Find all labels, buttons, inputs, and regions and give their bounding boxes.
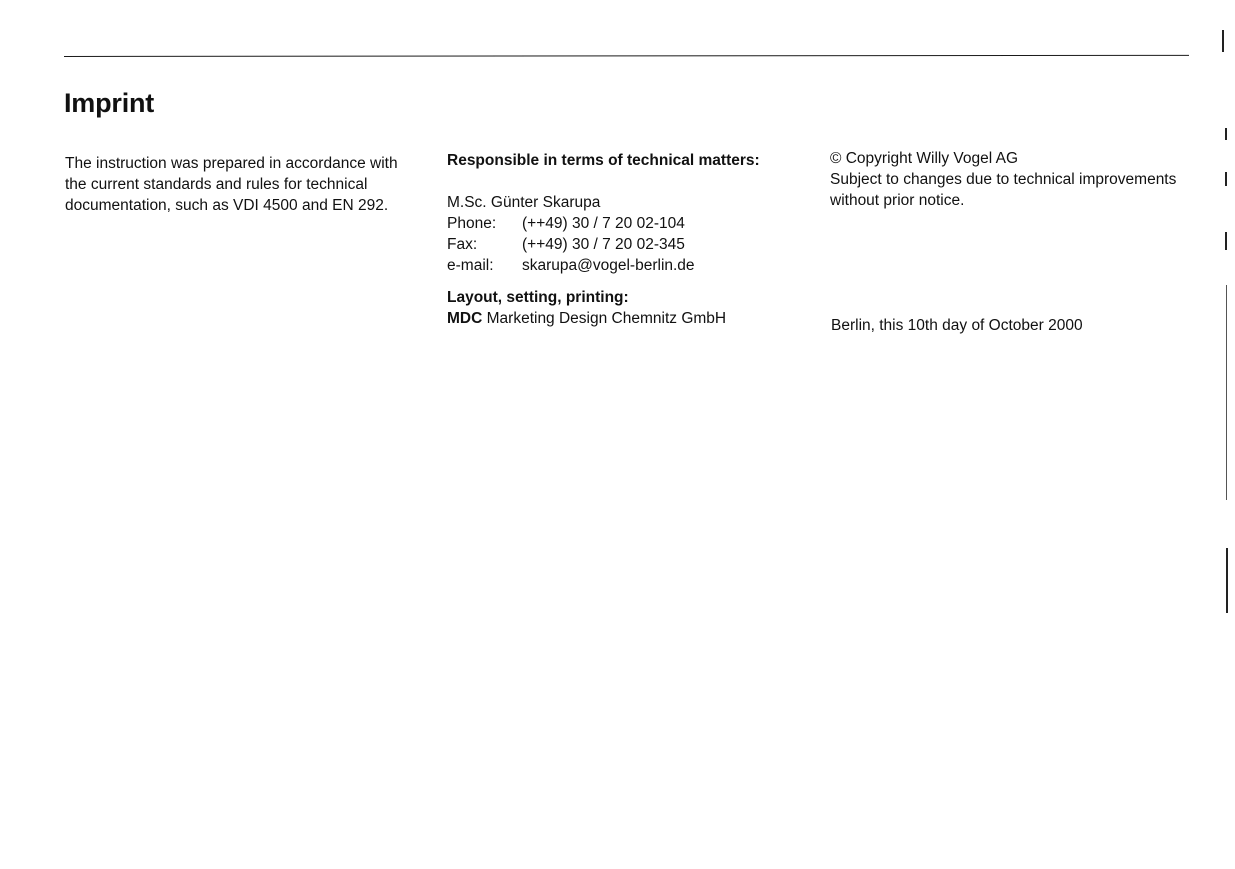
contact-value: skarupa@vogel-berlin.de — [522, 257, 695, 274]
contact-label: Phone: — [447, 215, 497, 232]
date-line: Berlin, this 10th day of October 2000 — [831, 317, 1083, 334]
statement-line: documentation, such as VDI 4500 and EN 292. — [65, 197, 389, 214]
scan-edge-mark — [1226, 548, 1228, 613]
scan-edge-mark — [1225, 128, 1227, 140]
statement-line: the current standards and rules for technical — [65, 176, 368, 193]
responsible-heading: Responsible in terms of technical matters: — [447, 152, 760, 169]
scan-edge-mark — [1222, 30, 1224, 52]
company-line — [447, 308, 817, 329]
preparation-statement — [65, 153, 435, 216]
contact-value: (++49) 30 / 7 20 02-345 — [522, 236, 685, 253]
scan-edge-mark — [1226, 285, 1227, 500]
contact-label: Fax: — [447, 236, 478, 253]
contact-value: (++49) 30 / 7 20 02-104 — [522, 215, 685, 232]
contact-row-phone — [447, 213, 817, 234]
page-title: Imprint — [64, 88, 155, 118]
notice-line: Subject to changes due to technical improvements — [830, 171, 1177, 188]
company-name: Marketing Design Chemnitz GmbH — [486, 310, 727, 327]
contact-row-email — [447, 255, 817, 276]
contact-row-fax — [447, 234, 817, 255]
scan-edge-mark — [1225, 232, 1227, 250]
company-abbr: MDC — [447, 310, 483, 327]
person-name: M.Sc. Günter Skarupa — [447, 194, 601, 211]
layout-heading: Layout, setting, printing: — [447, 289, 629, 306]
responsible-contact-block — [447, 150, 817, 329]
copyright-block — [830, 148, 1210, 211]
header-rule — [64, 55, 1189, 57]
contact-label: e-mail: — [447, 257, 494, 274]
scan-edge-mark — [1225, 172, 1227, 186]
statement-line: The instruction was prepared in accordance with — [65, 155, 398, 172]
copyright-line: © Copyright Willy Vogel AG — [830, 150, 1019, 167]
notice-line: without prior notice. — [830, 192, 965, 209]
